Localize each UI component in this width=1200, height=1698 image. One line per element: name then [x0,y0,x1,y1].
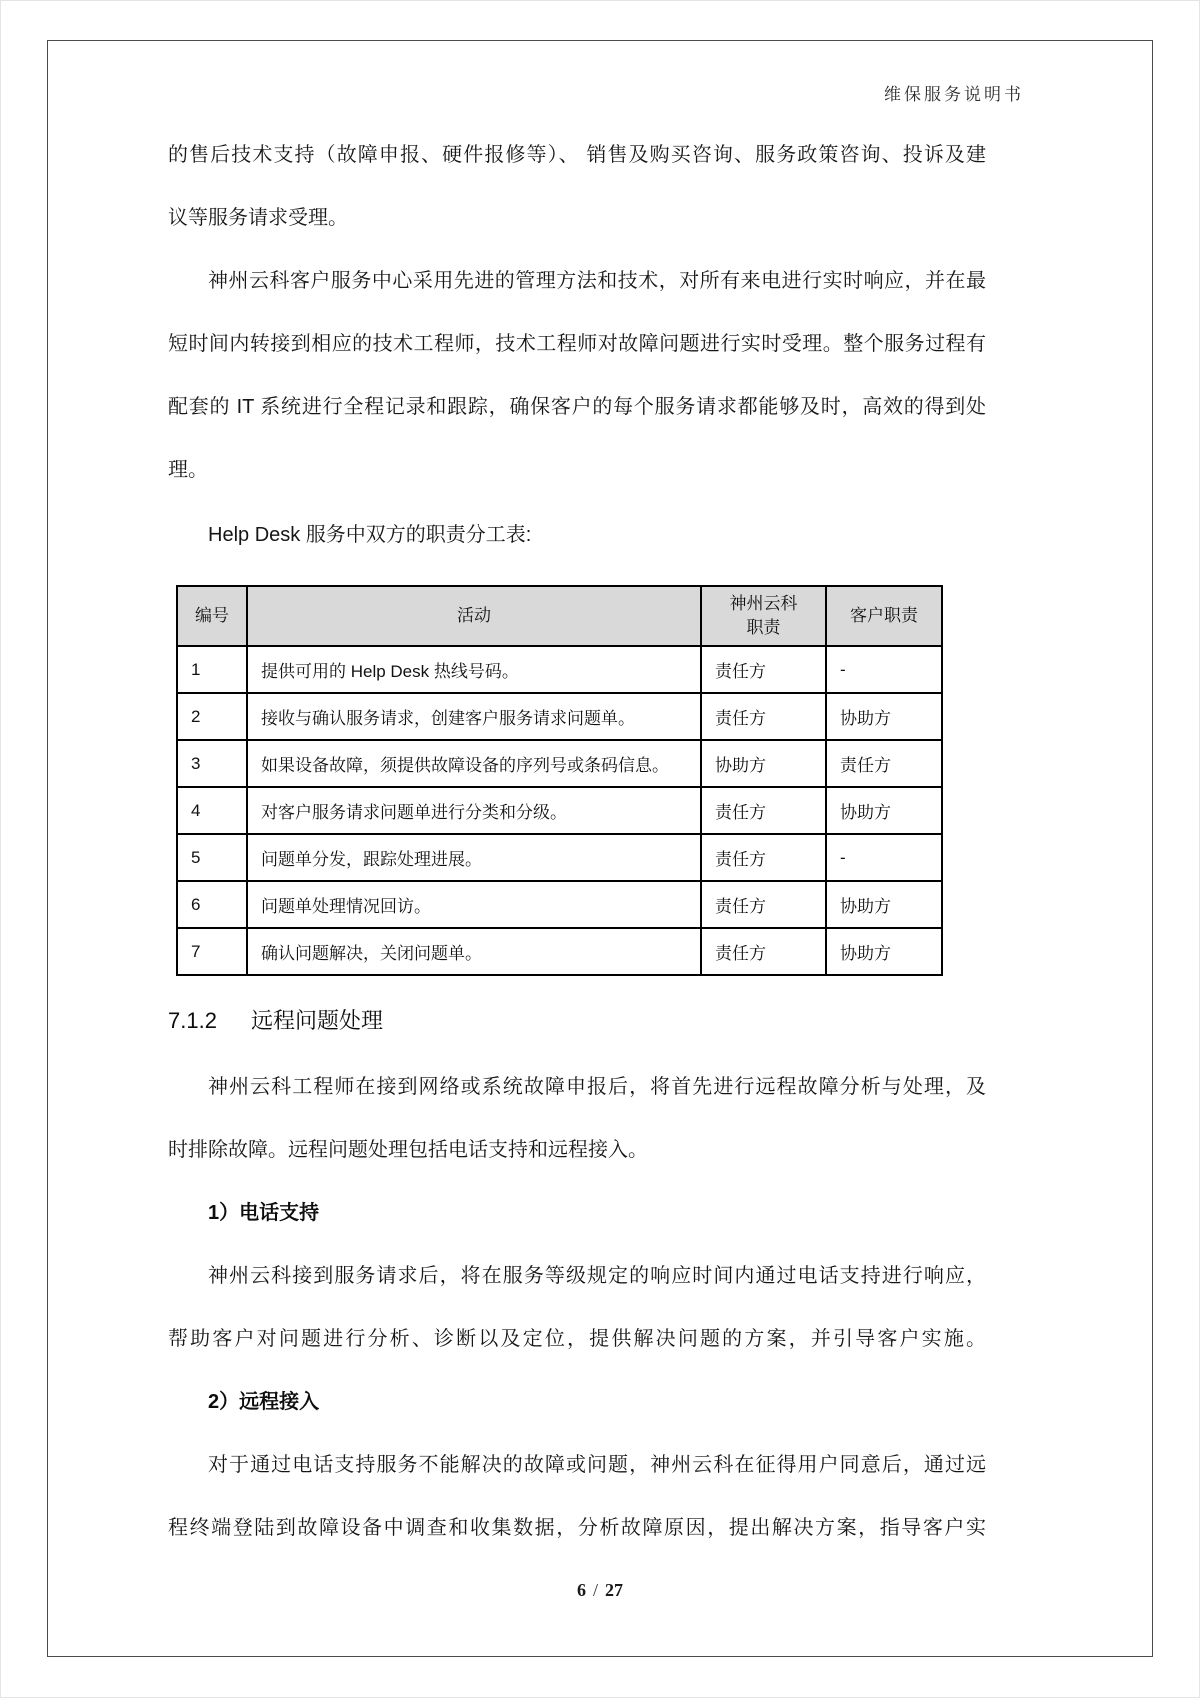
page-total: 27 [605,1580,623,1600]
cell-activity: 对客户服务请求问题单进行分类和分级。 [247,787,701,834]
paragraph-line: 议等服务请求受理。 [168,207,348,229]
table-header-row [177,586,942,646]
cell-activity: 问题单处理情况回访。 [247,881,701,928]
paragraph-line: 程终端登陆到故障设备中调查和收集数据，分析故障原因，提出解决方案，指导客户实 [168,1517,986,1539]
paragraph-line: 的售后技术支持（故障申报、硬件报修等）、 销售及购买咨询、服务政策咨询、投诉及建 [168,144,986,166]
paragraph-line: 配套的 IT 系统进行全程记录和跟踪，确保客户的每个服务请求都能够及时，高效的得到处 [168,396,986,418]
cell-vendor: 责任方 [701,646,826,693]
header-cell-number: 编号 [177,586,247,646]
cell-customer: 协助方 [826,787,942,834]
cell-vendor: 责任方 [701,928,826,975]
table-row [177,646,942,693]
page-number: 6 [576,1580,586,1600]
cell-vendor: 责任方 [701,881,826,928]
paragraph-line: 神州云科工程师在接到网络或系统故障申报后，将首先进行远程故障分析与处理，及 [208,1076,986,1098]
section-heading [168,1006,986,1036]
cell-customer: - [826,646,942,693]
cell-customer: 协助方 [826,693,942,740]
paragraph-line: 神州云科接到服务请求后，将在服务等级规定的响应时间内通过电话支持进行响应， [208,1265,986,1287]
cell-vendor: 责任方 [701,693,826,740]
section-number: 7.1.2 [168,1008,217,1033]
paragraph-line: 理。 [168,459,208,481]
subheading-remote-access: 2）远程接入 [208,1391,320,1413]
paragraph-line: 短时间内转接到相应的技术工程师，技术工程师对故障问题进行实时受理。整个服务过程有 [168,333,986,355]
subheading-phone-support: 1）电话支持 [208,1202,320,1224]
cell-number: 7 [177,928,247,975]
cell-customer: 协助方 [826,881,942,928]
cell-number: 2 [177,693,247,740]
table-row [177,693,942,740]
cell-activity: 提供可用的 Help Desk 热线号码。 [247,646,701,693]
cell-vendor: 协助方 [701,740,826,787]
cell-activity: 如果设备故障，须提供故障设备的序列号或条码信息。 [247,740,701,787]
cell-activity: 接收与确认服务请求，创建客户服务请求问题单。 [247,693,701,740]
table-row [177,881,942,928]
table-row [177,834,942,881]
table-row [177,787,942,834]
cell-number: 6 [177,881,247,928]
paragraph-line: 帮助客户对问题进行分析、诊断以及定位，提供解决问题的方案，并引导客户实施。 [168,1328,986,1350]
table-caption: Help Desk 服务中双方的职责分工表: [208,524,532,546]
page-header-title: 维保服务说明书 [884,85,1024,104]
page-number-separator: / [592,1580,598,1600]
table-row [177,928,942,975]
cell-number: 5 [177,834,247,881]
document-body [168,0,986,1578]
cell-customer: - [826,834,942,881]
cell-number: 3 [177,740,247,787]
page-footer [0,1580,1200,1601]
header-cell-vendor-duty: 神州云科 职责 [701,586,826,646]
cell-number: 4 [177,787,247,834]
cell-vendor: 责任方 [701,834,826,881]
section-title: 远程问题处理 [250,1008,383,1033]
cell-activity: 确认问题解决，关闭问题单。 [247,928,701,975]
cell-activity: 问题单分发，跟踪处理进展。 [247,834,701,881]
cell-vendor: 责任方 [701,787,826,834]
paragraph-line: 神州云科客户服务中心采用先进的管理方法和技术，对所有来电进行实时响应，并在最 [208,270,986,292]
responsibility-table [176,585,943,976]
paragraph-line: 对于通过电话支持服务不能解决的故障或问题，神州云科在征得用户同意后，通过远 [208,1454,986,1476]
cell-number: 1 [177,646,247,693]
cell-customer: 协助方 [826,928,942,975]
header-cell-customer-duty: 客户职责 [826,586,942,646]
header-cell-activity: 活动 [247,586,701,646]
table-row [177,740,942,787]
paragraph-line: 时排除故障。远程问题处理包括电话支持和远程接入。 [168,1139,648,1161]
cell-customer: 责任方 [826,740,942,787]
